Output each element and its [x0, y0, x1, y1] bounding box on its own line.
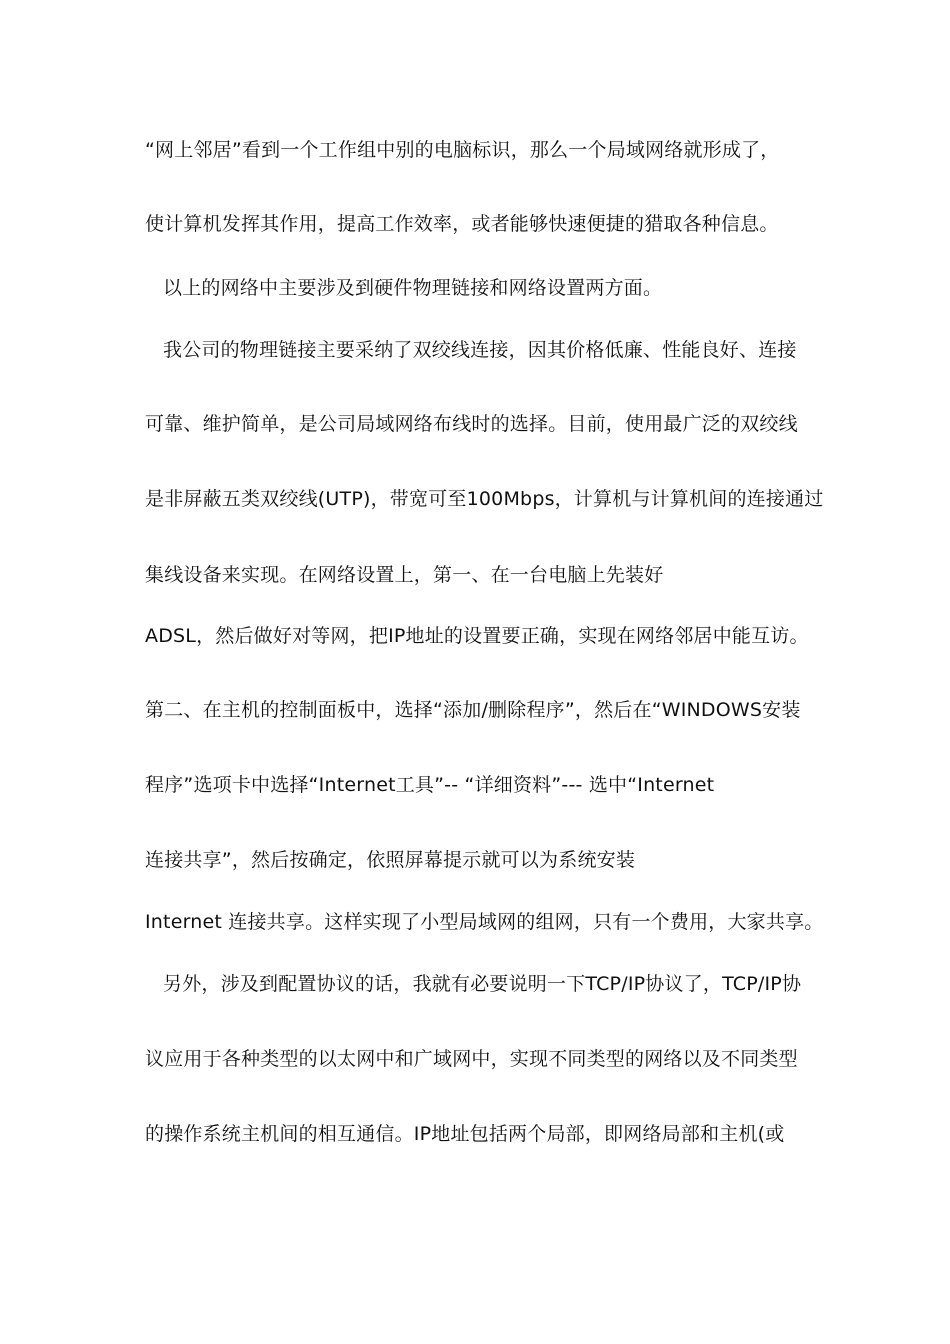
- text-line: 是非屏蔽五类双绞线(UTP)，带宽可至100Mbps，计算机与计算机间的连接通过: [145, 488, 824, 510]
- text-line: ADSL，然后做好对等网，把IP地址的设置要正确，实现在网络邻居中能互访。: [145, 625, 809, 647]
- text-line: 的操作系统主机间的相互通信。IP地址包括两个局部，即网络局部和主机(或: [145, 1123, 785, 1145]
- text-line: 第二、在主机的控制面板中，选择“添加/删除程序”，然后在“WINDOWS安装: [145, 699, 801, 721]
- text-line: 集线设备来实现。在网络设置上，第一、在一台电脑上先装好: [145, 564, 664, 586]
- text-line: 以上的网络中主要涉及到硬件物理链接和网络设置两方面。: [163, 277, 663, 299]
- text-line: 使计算机发挥其作用，提高工作效率，或者能够快速便捷的猎取各种信息。: [145, 213, 779, 235]
- text-line: 另外，涉及到配置协议的话，我就有必要说明一下TCP/IP协议了，TCP/IP协: [163, 973, 802, 995]
- text-line: 我公司的物理链接主要采纳了双绞线连接，因其价格低廉、性能良好、连接: [163, 339, 797, 361]
- text-line: Internet 连接共享。这样实现了小型局域网的组网，只有一个费用，大家共享。: [145, 911, 824, 933]
- text-line: 连接共享”，然后按确定，依照屏幕提示就可以为系统安装: [145, 849, 636, 871]
- text-line: “网上邻居”看到一个工作组中别的电脑标识，那么一个局域网络就形成了，: [145, 139, 780, 161]
- text-line: 可靠、维护简单，是公司局域网络布线时的选择。目前，使用最广泛的双绞线: [145, 413, 798, 435]
- text-line: 议应用于各种类型的以太网中和广域网中，实现不同类型的网络以及不同类型: [145, 1048, 798, 1070]
- text-line: 程序”选项卡中选择“Internet工具”-- “详细资料”--- 选中“Internet: [145, 774, 715, 796]
